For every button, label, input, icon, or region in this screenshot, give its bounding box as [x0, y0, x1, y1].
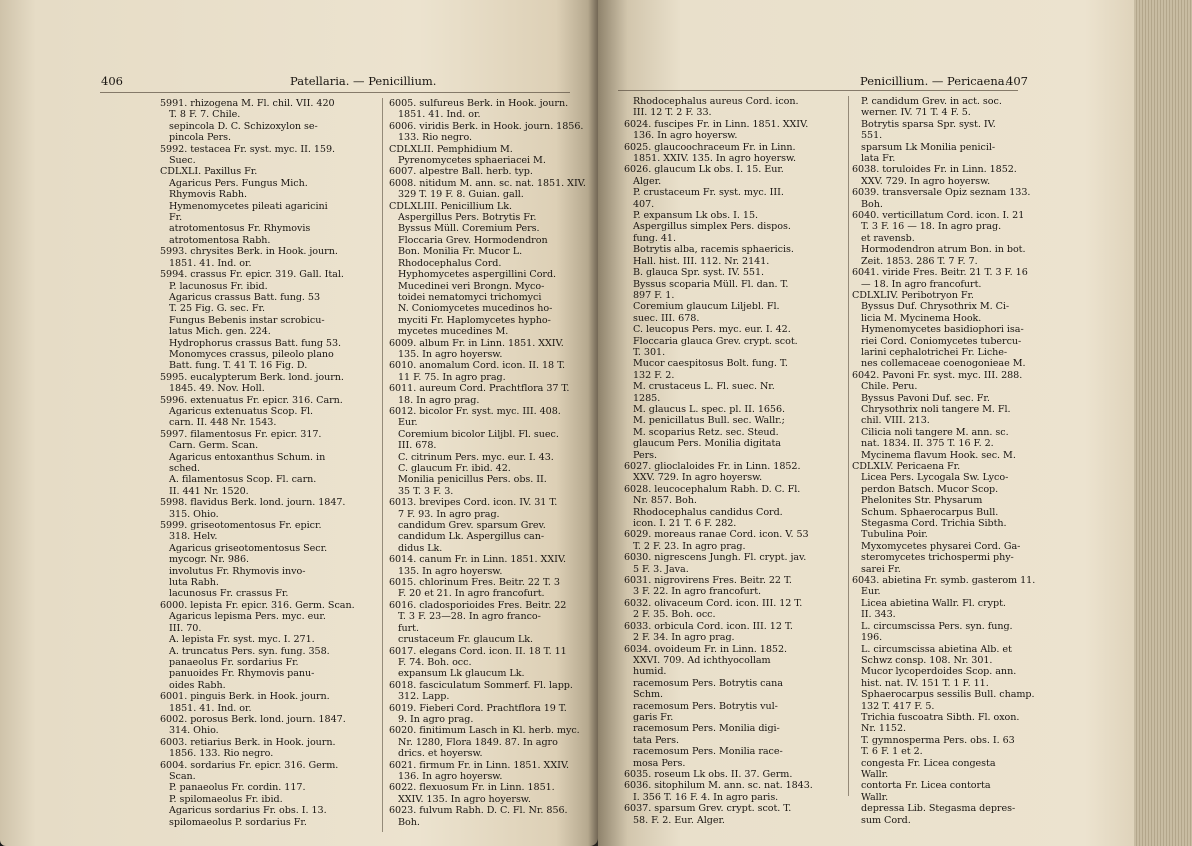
text-line: suec. III. 678. [624, 312, 700, 324]
text-line: Carn. Germ. Scan. [160, 440, 259, 452]
text-line: Zeit. 1853. 286 T. 7 F. 7. [852, 255, 978, 267]
text-line: Botrytis alba, racemis sphaericis. [624, 244, 794, 256]
text-line: 1285. [624, 392, 661, 404]
text-line: Rhodocephalus Cord. [389, 257, 502, 269]
text-line: P. crustaceum Fr. syst. myc. III. [624, 187, 784, 199]
text-line: II. 343. [852, 609, 896, 621]
text-line: III. 70. [160, 622, 202, 634]
text-line: 6012. bicolor Fr. syst. myc. III. 408. [389, 405, 561, 417]
right-column-divider [848, 96, 849, 796]
text-line: P. expansum Lk obs. I. 15. [624, 210, 759, 222]
text-line: 6025. glaucoochraceum Fr. in Linn. [624, 141, 796, 153]
text-line: 6009. album Fr. in Linn. 1851. XXIV. [389, 337, 564, 349]
text-line: 6029. moreaus ranae Cord. icon. V. 53 [624, 529, 809, 541]
text-line: C. glaucum Fr. ibid. 42. [389, 463, 511, 474]
text-line: Mycinema flavum Hook. sec. M. [852, 449, 1016, 461]
text-line: 6032. olivaceum Cord. icon. III. 12 T. [624, 597, 803, 609]
text-line: 6002. porosus Berk. lond. journ. 1847. [160, 713, 346, 725]
text-line: 6041. viride Fres. Beitr. 21 T. 3 F. 16 [852, 267, 1028, 279]
text-line: Mucedinei veri Brongn. Myco- [389, 280, 545, 292]
text-line: 312. Lapp. [389, 691, 450, 703]
text-line: 5995. eucalypterum Berk. lond. journ. [160, 371, 344, 383]
text-line: Agaricus lepisma Pers. myc. eur. [160, 611, 326, 623]
text-line: 6006. viridis Berk. in Hook. journ. 1856. [389, 120, 584, 132]
text-line: 136. In agro hoyersw. [624, 130, 738, 142]
text-line: T. 2 F. 23. In agro prag. [624, 540, 746, 552]
text-line: 5992. testacea Fr. syst. myc. II. 159. [160, 143, 336, 155]
text-line: Tubulina Poir. [852, 529, 928, 541]
text-line: 6015. chlorinum Fres. Beitr. 22 T. 3 [389, 577, 560, 589]
text-line: Hydrophorus crassus Batt. fung 53. [160, 337, 342, 349]
text-line: Hall. hist. III. 112. Nr. 2141. [624, 255, 770, 267]
text-line: Boh. [389, 816, 420, 828]
text-line: atrotomentosus Fr. Rhymovis [160, 223, 311, 235]
text-line: Mucor lycoperdoides Scop. ann. [852, 666, 1017, 678]
text-line: 3 F. 22. In agro francofurt. [624, 586, 762, 598]
text-line: 6040. verticillatum Cord. icon. I. 21 [852, 210, 1025, 222]
text-line: XXVI. 709. Ad ichthyocollam [624, 654, 771, 666]
text-line: Rhymovis Rabh. [160, 189, 247, 201]
text-line: Stegasma Cord. Trichia Sibth. [852, 518, 1007, 530]
text-line: F. 74. Boh. occ. [389, 656, 472, 668]
text-line: F. 20 et 21. In agro francofurt. [389, 588, 545, 600]
text-line: 5996. extenuatus Fr. epicr. 316. Carn. [160, 394, 343, 406]
text-line: 1851. XXIV. 135. In agro hoyersw. [624, 153, 797, 165]
text-line: P. candidum Grev. in act. soc. [852, 96, 1002, 107]
text-line: I. 356 T. 16 F. 4. In agro paris. [624, 791, 779, 803]
text-line: Schm. [624, 689, 664, 701]
text-line: 6034. ovoideum Fr. in Linn. 1852. [624, 643, 787, 655]
text-line: involutus Fr. Rhymovis invo- [160, 565, 306, 577]
text-line: 7 F. 93. In agro prag. [389, 508, 500, 520]
text-line: C. leucopus Pers. myc. eur. I. 42. [624, 324, 791, 336]
text-line: Licea Pers. Lycogala Sw. Lyco- [852, 472, 1009, 484]
text-line: 136. In agro hoyersw. [389, 770, 503, 782]
text-line: toidei nematomyci trichomyci [389, 291, 542, 303]
text-line: Monilia penicillus Pers. obs. II. [389, 474, 547, 486]
text-line: T. gymnosperma Pers. obs. I. 63 [852, 734, 1015, 746]
text-line: 6024. fuscipes Fr. in Linn. 1851. XXIV. [624, 118, 809, 130]
text-line: 315. Ohio. [160, 508, 219, 520]
text-line: Aspergillus Pers. Botrytis Fr. [389, 212, 537, 224]
text-line: 1851. 41. Ind. or. [160, 702, 252, 714]
text-line: L. circumscissa Pers. syn. fung. [852, 620, 1013, 632]
text-line: 9. In agro prag. [389, 713, 474, 725]
text-line: furt. [389, 622, 419, 634]
text-line: panaeolus Fr. sordarius Fr. [160, 656, 299, 668]
text-line: T. 8 F. 7. Chile. [160, 109, 241, 121]
left-column-2 [389, 98, 586, 828]
text-line: racemosum Pers. Botrytis vul- [624, 700, 778, 712]
text-line: garis Fr. [624, 711, 674, 723]
text-line: N. Coniomycetes mucedinos ho- [389, 303, 553, 315]
text-line: congesta Fr. Licea congesta [852, 757, 996, 769]
text-line: nat. 1834. II. 375 T. 16 F. 2. [852, 438, 994, 450]
left-page-number: 406 [101, 74, 123, 88]
text-line: 1856. 133. Rio negro. [160, 748, 274, 760]
text-line: 11 F. 75. In agro prag. [389, 371, 506, 383]
text-line: pincola Pers. [160, 132, 231, 144]
text-line: Boh. [852, 198, 883, 210]
text-line: Batt. fung. T. 41 T. 16 Fig. D. [160, 360, 308, 372]
text-line: myciti Fr. Haplomycetes hypho- [389, 314, 551, 326]
text-line: T. 3 F. 16 — 18. In agro prag. [852, 221, 1002, 233]
text-line: 6017. elegans Cord. icon. II. 18 T. 11 [389, 645, 567, 657]
text-line: III. 12 T. 2 F. 33. [624, 107, 712, 119]
text-line: 6030. nigrescens Jungh. Fl. crypt. jav. [624, 552, 807, 564]
text-line: latus Mich. gen. 224. [160, 326, 271, 338]
text-line: 6019. Fieberi Cord. Prachtflora 19 T. [389, 702, 567, 714]
text-line: XXV. 729. In agro hoyersw. [624, 472, 763, 484]
left-header-rule [100, 92, 570, 93]
right-page [598, 0, 1192, 846]
text-line: larini cephalotrichei Fr. Lichе- [852, 346, 1008, 358]
text-line: 6008. nitidum M. ann. sc. nat. 1851. XIV. [389, 177, 586, 189]
text-line: Agaricus extenuatus Scop. Fl. [160, 405, 313, 417]
text-line: T. 6 F. 1 et 2. [852, 746, 923, 758]
text-line: 6005. sulfureus Berk. in Hook. journ. [389, 98, 569, 109]
text-line: Aspergillus simplex Pers. dispos. [624, 221, 791, 233]
left-column-divider [382, 98, 383, 832]
text-line: T. 301. [624, 346, 666, 358]
text-line: Nr. 1152. [852, 723, 907, 735]
text-line: Mucor caespitosus Bolt. fung. T. [624, 358, 788, 370]
text-line: 6021. firmum Fr. in Linn. 1851. XXIV. [389, 759, 570, 771]
text-line: sarei Fr. [852, 563, 901, 575]
text-line: mycetes mucedines M. [389, 326, 509, 338]
text-line: nes collemaceae coenogonieae M. [852, 358, 1026, 370]
text-line: 318. Helv. [160, 531, 218, 543]
text-line: P. lacunosus Fr. ibid. [160, 280, 268, 292]
text-line: 6028. leucocephalum Rabh. D. C. Fl. [624, 483, 801, 495]
text-line: — 18. In agro francofurt. [852, 278, 982, 290]
text-line: riei Cord. Coniomycetes tubercu- [852, 335, 1022, 347]
text-line: 6033. orbicula Cord. icon. III. 12 T. [624, 620, 793, 632]
text-line: Scan. [160, 770, 196, 782]
text-line: 314. Ohio. [160, 725, 219, 737]
text-line: Floccaria Grev. Hormodendron [389, 234, 548, 246]
text-line: Hymenomycetes basidiophori isa- [852, 324, 1024, 336]
text-line: 6043. abietina Fr. symb. gasterom 11. [852, 575, 1036, 587]
text-line: 18. In agro prag. [389, 394, 480, 406]
text-line: chil. VIII. 213. [852, 415, 930, 427]
text-line: M. glaucus L. spec. pl. II. 1656. [624, 403, 786, 415]
text-line: fung. 41. [624, 232, 676, 244]
text-line: Pers. [624, 449, 658, 461]
text-line: et ravensb. [852, 232, 915, 244]
text-line: Botrytis sparsa Spr. syst. IV. [852, 118, 996, 130]
text-line: glaucum Pers. Monilia digitata [624, 438, 781, 450]
text-line: 2 F. 35. Boh. occ. [624, 609, 716, 621]
text-line: 132 F. 2. [624, 369, 675, 381]
text-line: 135. In agro hoyersw. [389, 348, 503, 360]
text-line: 5997. filamentosus Fr. epicr. 317. [160, 428, 322, 440]
text-line: Rhodocephalus candidus Cord. [624, 506, 783, 518]
text-line: M. penicillatus Bull. sec. Wallr.; [624, 415, 785, 427]
text-line: sum Cord. [852, 814, 911, 826]
text-line: Agaricus sordarius Fr. obs. I. 13. [160, 805, 327, 817]
text-line: racemosum Pers. Monilia race- [624, 746, 783, 758]
text-line: III. 678. [389, 440, 437, 452]
text-line: Agaricus entoxanthus Schum. in [160, 451, 326, 463]
text-line: sched. [160, 463, 201, 474]
text-line: Chile. Peru. [852, 381, 918, 393]
text-line: 5998. flavidus Berk. lond. journ. 1847. [160, 497, 346, 509]
text-line: Phelonites Str. Physarum [852, 495, 983, 507]
text-line: lacunosus Fr. crassus Fr. [160, 588, 289, 600]
text-line: 897 F. 1. [624, 289, 675, 301]
text-line: 135. In agro hoyersw. [389, 565, 503, 577]
text-line: 407. [624, 198, 655, 210]
text-line: T. 3 F. 23—28. In agro franco- [389, 611, 541, 623]
text-line: mosa Pers. [624, 757, 686, 769]
text-line: Wallr. [852, 768, 889, 780]
text-line: M. crustaceus L. Fl. suec. Nr. [624, 381, 775, 393]
text-line: perdon Batsch. Mucor Scop. [852, 483, 999, 495]
text-line: T. 25 Fig. G. sec. Fr. [160, 303, 265, 315]
text-line: racemosum Pers. Botrytis cana [624, 677, 783, 689]
text-line: CDLXLV. Pericaena Fr. [852, 461, 961, 472]
text-line: 35 T. 3 F. 3. [389, 485, 454, 497]
text-line: oides Rabh. [160, 679, 226, 691]
text-line: 6027. glioclaloides Fr. in Linn. 1852. [624, 461, 801, 472]
text-line: 58. F. 2. Eur. Alger. [624, 814, 725, 826]
text-line: tata Pers. [624, 734, 679, 746]
text-line: licia M. Mycinema Hook. [852, 312, 982, 324]
text-line: candidum Lk. Aspergillus can- [389, 531, 545, 543]
right-page-number: 407 [1006, 74, 1028, 88]
text-line: 133. Rio negro. [389, 132, 473, 144]
text-line: 5994. crassus Fr. epicr. 319. Gall. Ital. [160, 269, 344, 281]
text-line: 6042. Pavoni Fr. syst. myc. III. 288. [852, 369, 1023, 381]
text-line: Hormodendron atrum Bon. in bot. [852, 244, 1026, 256]
text-line: 6014. canum Fr. in Linn. 1851. XXIV. [389, 554, 567, 566]
text-line: 5999. griseotomentosus Fr. epicr. [160, 520, 322, 532]
text-line: B. glauca Spr. syst. IV. 551. [624, 267, 765, 279]
text-line: 1851. 41. Ind. or. [160, 257, 252, 269]
text-line: Bon. Monilia Fr. Mucor L. [389, 246, 523, 258]
text-line: Schwz consp. 108. Nr. 301. [852, 654, 993, 666]
text-line: Pyrenomycetes sphaeriacei M. [389, 155, 546, 167]
text-line: 6007. alpestre Ball. herb. typ. [389, 166, 533, 178]
text-line: icon. I. 21 T. 6 F. 282. [624, 518, 737, 530]
text-line: Monomyces crassus, pileolo plano [160, 348, 334, 360]
text-line: 196. [852, 632, 883, 644]
text-line: Agaricus griseotomentosus Secr. [160, 542, 328, 554]
text-line: 2 F. 34. In agro prag. [624, 632, 735, 644]
text-line: Sphaerocarpus sessilis Bull. champ. [852, 689, 1035, 701]
text-line: crustaceum Fr. glaucum Lk. [389, 634, 534, 646]
text-line: 6022. flexuosum Fr. in Linn. 1851. [389, 782, 555, 794]
text-line: L. circumscissa abietina Alb. et [852, 643, 1012, 655]
text-line: 132 T. 417 F. 5. [852, 700, 935, 712]
text-line: 6037. sparsum Grev. crypt. scot. T. [624, 803, 792, 815]
page-stack-edge [1134, 0, 1192, 846]
text-line: Hyphomycetes aspergillini Cord. [389, 269, 557, 281]
text-line: C. citrinum Pers. myc. eur. I. 43. [389, 451, 554, 463]
text-line: A. truncatus Pers. syn. fung. 358. [160, 645, 330, 657]
text-line: panuoides Fr. Rhymovis panu- [160, 668, 315, 680]
text-line: Fr. [160, 212, 183, 224]
text-line: 6010. anomalum Cord. icon. II. 18 T. [389, 360, 566, 372]
text-line: A. lepista Fr. syst. myc. I. 271. [160, 634, 315, 646]
text-line: luta Rabh. [160, 577, 219, 589]
text-line: 6020. finitimum Lasch in Kl. herb. myc. [389, 725, 580, 737]
text-line: CDLXLI. Paxillus Fr. [160, 166, 258, 178]
text-line: Nr. 1280, Flora 1849. 87. In agro [389, 736, 558, 748]
text-line: Schum. Sphaerocarpus Bull. [852, 506, 999, 518]
text-line: mycogr. Nr. 986. [160, 554, 250, 566]
right-header-rule [618, 90, 1018, 91]
text-line: Coremium glaucum Liljebl. Fl. [624, 301, 780, 313]
text-line: candidum Grev. sparsum Grev. [389, 520, 546, 532]
text-line: carn. II. 448 Nr. 1543. [160, 417, 277, 429]
text-line: XXV. 729. In agro hoyersw. [852, 175, 991, 187]
text-line: II. 441 Nr. 1520. [160, 485, 249, 497]
text-line: 6018. fasciculatum Sommerf. Fl. lapp. [389, 679, 573, 691]
text-line: Agaricus crassus Batt. fung. 53 [160, 291, 321, 303]
text-line: didus Lk. [389, 542, 443, 554]
text-line: racemosum Pers. Monilia digi- [624, 723, 780, 735]
right-column-1 [624, 96, 813, 826]
left-column-1 [160, 98, 355, 828]
text-line: sparsum Lk Monilia penicil- [852, 141, 996, 153]
text-line: Agaricus Pers. Fungus Mich. [160, 177, 308, 189]
text-line: P. spilomaeolus Fr. ibid. [160, 793, 283, 805]
text-line: Alger. [624, 175, 662, 187]
text-line: werner. IV. 71 T. 4 F. 5. [852, 107, 971, 119]
text-line: contorta Fr. Licea contorta [852, 780, 991, 792]
text-line: Floccaria glauca Grev. crypt. scot. [624, 335, 798, 347]
text-line: 6038. toruloides Fr. in Linn. 1852. [852, 164, 1017, 176]
text-line: 6000. lepista Fr. epicr. 316. Germ. Scan. [160, 599, 355, 611]
text-line: 5 F. 3. Java. [624, 563, 689, 575]
text-line: steromycetes trichospermi phy- [852, 552, 1014, 564]
text-line: 6001. pinguis Berk. in Hook. journ. [160, 691, 330, 703]
text-line: Fungus Bebenis instar scrobicu- [160, 314, 325, 326]
text-line: 6031. nigrovirens Fres. Beitr. 22 T. [624, 575, 792, 587]
text-line: 6035. roseum Lk obs. II. 37. Germ. [624, 768, 793, 780]
text-line: 6016. cladosporioides Fres. Beitr. 22 [389, 599, 567, 611]
text-line: 1851. 41. Ind. or. [389, 109, 481, 121]
text-line: 1845. 49. Nov. Holl. [160, 383, 265, 395]
text-line: Eur. [389, 417, 418, 429]
text-line: Chrysothrix noli tangere M. Fl. [852, 403, 1011, 415]
text-line: CDLXLII. Pemphidium M. [389, 143, 513, 155]
text-line: 6003. retiarius Berk. in Hook. journ. [160, 736, 336, 748]
text-line: 6039. transversale Opiz seznam 133. [852, 187, 1031, 199]
text-line: spilomaeolus P. sordarius Fr. [160, 816, 307, 828]
text-line: Cilicia noli tangere M. ann. sc. [852, 426, 1009, 438]
text-line: Byssus Pavoni Duf. sec. Fr. [852, 392, 990, 404]
text-line: 6011. aureum Cord. Prachtflora 37 T. [389, 383, 570, 395]
text-line: Myxomycetes physarei Cord. Ga- [852, 540, 1021, 552]
text-line: 6036. sitophilum M. ann. sc. nat. 1843. [624, 780, 813, 792]
right-column-2 [852, 96, 1035, 826]
text-line: Licea abietina Wallr. Fl. crypt. [852, 597, 1006, 609]
text-line: sepincola D. C. Schizoxylon se- [160, 120, 318, 132]
text-line: humid. [624, 666, 667, 678]
text-line: Byssus scoparia Müll. Fl. dan. T. [624, 278, 789, 290]
text-line: M. scoparius Retz. sec. Steud. [624, 426, 779, 438]
text-line: Byssus Müll. Coremium Pers. [389, 223, 540, 235]
text-line: lata Fr. [852, 153, 896, 165]
text-line: XXIV. 135. In agro hoyersw. [389, 793, 531, 805]
text-line: Hymenomycetes pileati agaricini [160, 200, 328, 212]
text-line: 5991. rhizogena M. Fl. chil. VII. 420 [160, 98, 335, 109]
text-line: 329 T. 19 F. 8. Guian. gall. [389, 189, 524, 201]
text-line: 6023. fulvum Rabh. D. C. Fl. Nr. 856. [389, 805, 568, 817]
text-line: Nr. 857. Boh. [624, 495, 697, 507]
text-line: drics. et hoyersw. [389, 748, 483, 760]
text-line: Byssus Duf. Chrysothrix M. Ci- [852, 301, 1010, 313]
text-line: A. filamentosus Scop. Fl. carn. [160, 474, 317, 486]
text-line: 6013. brevipes Cord. icon. IV. 31 T. [389, 497, 558, 509]
text-line: Trichia fuscoatra Sibth. Fl. oxon. [852, 711, 1020, 723]
text-line: 6026. glaucum Lk obs. I. 15. Eur. [624, 164, 784, 176]
text-line: 6004. sordarius Fr. epicr. 316. Germ. [160, 759, 339, 771]
text-line: 5993. chrysites Berk. in Hook. journ. [160, 246, 338, 258]
right-running-head: Penicillium. — Pericaena. [860, 74, 1009, 88]
text-line: Suec. [160, 155, 196, 167]
text-line: CDLXLIV. Peribotryon Fr. [852, 289, 974, 301]
text-line: expansum Lk glaucum Lk. [389, 668, 525, 680]
text-line: CDLXLIII. Penicillium Lk. [389, 200, 512, 212]
text-line: atrotomentosa Rabh. [160, 234, 271, 246]
text-line: P. panaeolus Fr. cordin. 117. [160, 782, 306, 794]
text-line: Rhodocephalus aureus Cord. icon. [624, 96, 799, 107]
left-running-head: Patellaria. — Penicillium. [290, 74, 437, 88]
text-line: Wallr. [852, 791, 889, 803]
text-line: hist. nat. IV. 151 T. 1 F. 11. [852, 677, 989, 689]
text-line: depressa Lib. Stegasma depres- [852, 803, 1016, 815]
text-line: Eur. [852, 586, 881, 598]
text-line: Coremium bicolor Liljbl. Fl. suec. [389, 428, 559, 440]
text-line: 551. [852, 130, 883, 142]
